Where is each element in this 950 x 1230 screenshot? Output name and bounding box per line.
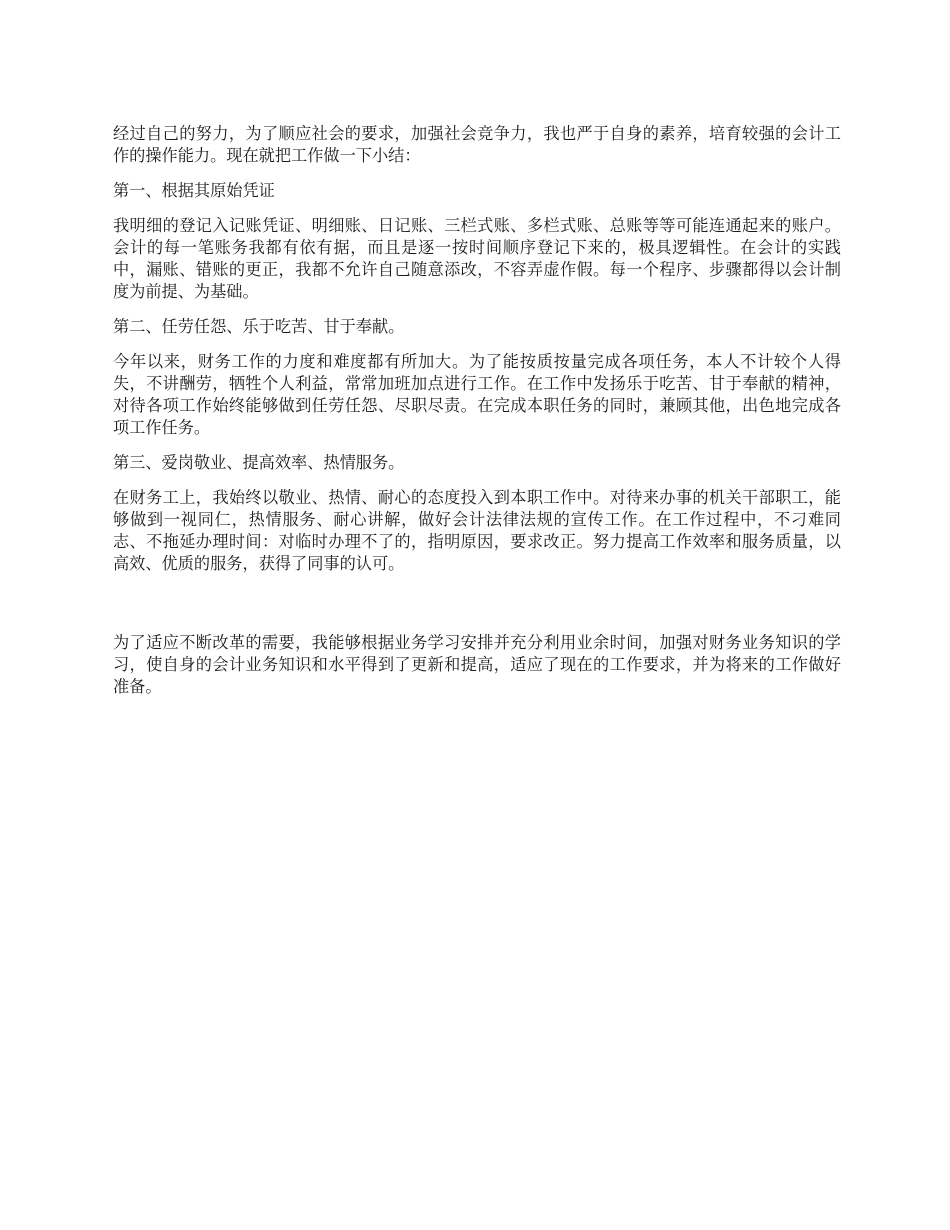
section-heading-3: 第三、爱岗敬业、提高效率、热情服务。	[113, 453, 405, 472]
closing-paragraph: 为了适应不断改革的需要，我能够根据业务学习安排并充分利用业余时间，加强对财务业务知识的学习，使自身的会计业务知识和水平得到了更新和提高，适应了现在的工作要求，并为将来的工作做好准备。	[113, 633, 841, 696]
section-body-1: 我明细的登记入记账凭证、明细账、日记账、三栏式账、多栏式账、总账等等可能连通起来的账户。会计的每一笔账务我都有依有据，而且是逐一按时间顺序登记下来的，极具逻辑性。在会计的实践中，漏账、错账的更正，我都不允许自己随意添改，不容弄虚作假。每一个程序、步骤都得以会计制度为前提、为基础。	[113, 216, 841, 301]
section-body-2: 今年以来，财务工作的力度和难度都有所加大。为了能按质按量完成各项任务，本人不计较个人得失，不讲酬劳，牺牲个人利益，常常加班加点进行工作。在工作中发扬乐于吃苦、甘于奉献的精神，对待各项工作始终能够做到任劳任怨、尽职尽责。在完成本职任务的同时，兼顾其他，出色地完成各项工作任务。	[113, 352, 841, 437]
section-heading-1: 第一、根据其原始凭证	[113, 181, 275, 200]
section-heading-2: 第二、任劳任怨、乐于吃苦、甘于奉献。	[113, 317, 405, 336]
document-body	[113, 123, 841, 711]
section-body-3: 在财务工上，我始终以敬业、热情、耐心的态度投入到本职工作中。对待来办事的机关干部职工，能够做到一视同仁，热情服务、耐心讲解，做好会计法律法规的宣传工作。在工作过程中，不刁难同志、不拖延办理时间：对临时办理不了的，指明原因，要求改正。努力提高工作效率和服务质量，以高效、优质的服务，获得了同事的认可。	[113, 488, 841, 573]
intro-paragraph: 经过自己的努力，为了顺应社会的要求，加强社会竞争力，我也严于自身的素养，培育较强的会计工作的操作能力。现在就把工作做一下小结：	[113, 124, 841, 165]
